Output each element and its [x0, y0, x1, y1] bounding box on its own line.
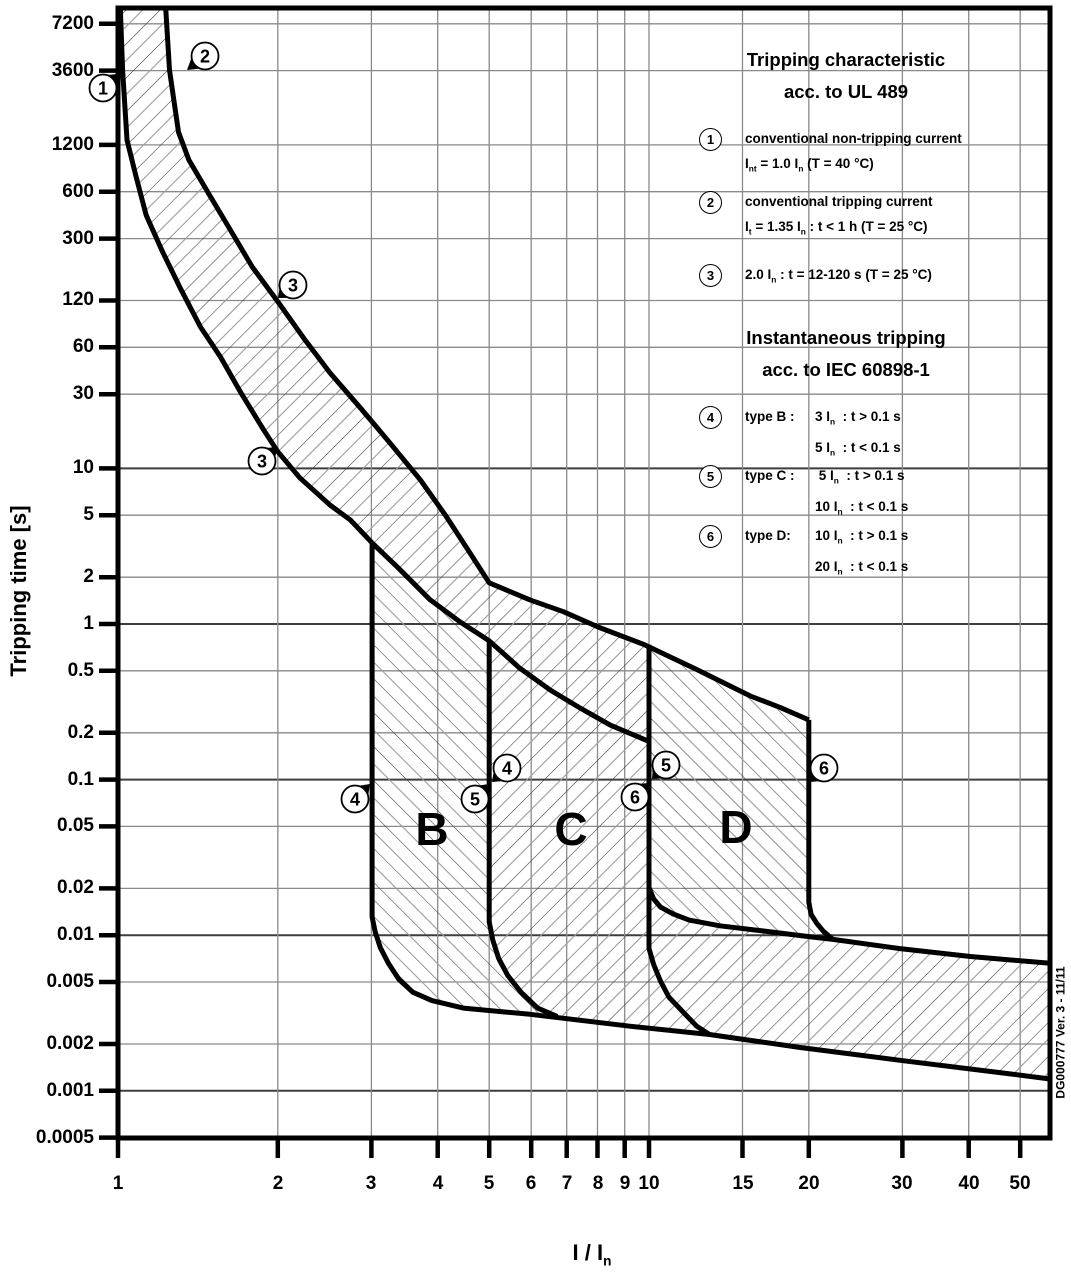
x-tick-label: 7 [561, 1173, 573, 1194]
legend-thresholds [815, 463, 908, 524]
legend-item-1 [699, 126, 1059, 182]
callout-number: 5 [660, 755, 672, 776]
y-tick-label: 0.0005 [35, 1127, 94, 1148]
x-tick-label: 8 [592, 1173, 604, 1194]
legend-text [745, 523, 1059, 584]
legend-line: 3 $I_n$ : t > 0.1 s [815, 409, 901, 427]
legend-type-label: type C : [745, 468, 795, 483]
callout-number: 5 [469, 789, 481, 810]
y-tick-label: 0.05 [57, 815, 94, 836]
y-tick-label: 0.01 [57, 924, 94, 945]
callout-4 [492, 755, 521, 783]
legend-item-5 [699, 463, 1059, 524]
y-tick-label: 30 [72, 383, 94, 404]
callout-6 [810, 755, 838, 783]
y-tick-label: 0.005 [46, 971, 94, 992]
x-tick-label: 4 [432, 1173, 444, 1194]
legend-line: conventional non-tripping current [745, 131, 962, 146]
legend-badge-4: 4 [699, 406, 722, 429]
y-tick-label: 120 [62, 289, 94, 310]
legend-line: 5 $I_n$ : t < 0.1 s [815, 439, 901, 458]
callout-number: 2 [199, 46, 211, 67]
x-tick-label: 5 [483, 1173, 495, 1194]
legend-line: $I_t = 1.35$ $I_n$ : t < 1 h (T = 25 °C) [745, 219, 928, 237]
legend-item-6 [699, 523, 1059, 584]
callout-3 [278, 272, 307, 299]
y-tick-label: 1200 [51, 134, 94, 155]
document-watermark: DG000777 Ver. 3 - 11/11 [1053, 966, 1068, 1099]
x-tick-label: 20 [798, 1173, 820, 1194]
legend-thresholds [815, 523, 908, 584]
legend-line: 10 $I_n$ : t > 0.1 s [815, 528, 909, 546]
x-axis-title: I / $I_n$ [572, 1240, 612, 1269]
iec-legend-title [660, 322, 1032, 386]
callout-number: 4 [349, 789, 361, 810]
y-tick-label: 0.2 [67, 722, 94, 743]
legend-badge-2: 2 [699, 191, 722, 214]
callout-number: 1 [97, 78, 109, 99]
callout-number: 3 [256, 451, 268, 472]
x-tick-label: 2 [272, 1173, 284, 1194]
callout-4 [342, 784, 371, 813]
y-tick-label: 5 [83, 504, 94, 525]
y-tick-label: 10 [72, 457, 94, 478]
legend-line: conventional tripping current [745, 194, 933, 209]
y-tick-label: 1 [83, 613, 94, 634]
legend-thresholds [815, 404, 901, 465]
x-tick-label: 9 [619, 1173, 631, 1194]
curve-7-type-D-upper-instantaneous-20In [809, 720, 833, 940]
legend-type-label: type D: [745, 528, 791, 543]
legend-badge-3: 3 [699, 264, 722, 287]
y-tick-label: 0.002 [46, 1033, 94, 1054]
region-label-D: D [719, 801, 753, 853]
legend-badge-6: 6 [699, 525, 722, 548]
y-tick-label: 2 [83, 566, 94, 587]
region-label-B: B [415, 803, 449, 855]
region-label-C: C [554, 803, 588, 855]
y-tick-label: 7200 [51, 13, 94, 34]
callout-number: 6 [818, 758, 830, 779]
legend-line: 5 $I_n$ : t > 0.1 s [815, 468, 905, 486]
callout-number: 6 [629, 787, 641, 808]
y-axis-title: Tripping time [s] [6, 505, 31, 677]
y-tick-label: 600 [62, 181, 94, 202]
x-tick-label: 6 [525, 1173, 537, 1194]
legend-item-3 [699, 262, 1059, 293]
callout-6 [622, 783, 650, 811]
legend-line: $I_{nt} = 1.0$ $I_n$ (T = 40 °C) [745, 156, 874, 174]
legend-text [745, 404, 1059, 465]
x-tick-label: 50 [1009, 1173, 1031, 1194]
iec-title-line2: acc. to IEC 60898-1 [762, 359, 930, 380]
legend-item-4 [699, 404, 1059, 465]
legend-badge-5: 5 [699, 465, 722, 488]
x-tick-label: 3 [365, 1173, 377, 1194]
legend-text [745, 189, 1059, 245]
iec-title-line1: Instantaneous tripping [746, 327, 946, 348]
x-tick-label: 40 [958, 1173, 980, 1194]
y-tick-label: 300 [62, 228, 94, 249]
callout-3 [249, 447, 278, 475]
x-tick-label: 15 [732, 1173, 754, 1194]
x-tick-label: 30 [891, 1173, 913, 1194]
y-tick-label: 0.5 [67, 660, 94, 681]
legend-text [745, 126, 1059, 182]
y-tick-label: 60 [72, 336, 94, 357]
legend-text [745, 463, 1059, 524]
legend-badge-1: 1 [699, 128, 722, 151]
ul489-title-line1: Tripping characteristic [746, 49, 946, 70]
callout-5 [462, 784, 490, 813]
callout-number: 3 [287, 275, 299, 296]
y-tick-label: 3600 [51, 60, 94, 81]
legend-line: 2.0 $I_n$ : t = 12-120 s (T = 25 °C) [745, 267, 932, 285]
ul489-title-line2: acc. to UL 489 [783, 81, 909, 102]
y-tick-label: 0.02 [57, 877, 94, 898]
ul489-legend-title [660, 44, 1032, 108]
legend-item-2 [699, 189, 1059, 245]
x-tick-label: 1 [112, 1173, 124, 1194]
legend-line: 10 $I_n$ : t < 0.1 s [815, 498, 909, 517]
legend-line: 20 $I_n$ : t < 0.1 s [815, 558, 909, 577]
legend-text [745, 262, 1059, 293]
x-tick-label: 10 [638, 1173, 660, 1194]
y-tick-label: 0.001 [46, 1080, 94, 1101]
y-tick-label: 0.1 [67, 769, 94, 790]
callout-number: 4 [501, 758, 513, 779]
callout-2 [187, 43, 219, 71]
legend-type-label: type B : [745, 409, 795, 424]
callout-5 [652, 752, 680, 780]
